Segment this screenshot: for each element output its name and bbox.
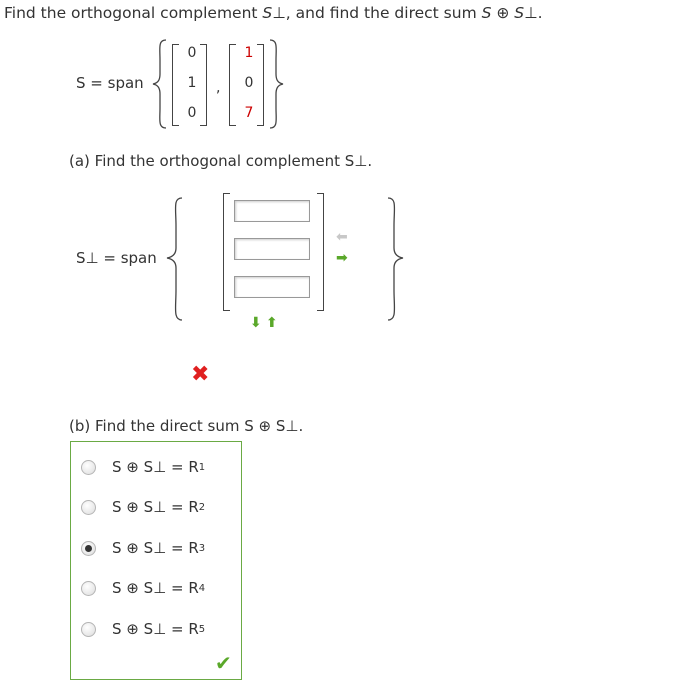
remove-column-arrow-icon[interactable]: ⬅: [336, 229, 348, 245]
perp-right-brace-icon: [384, 196, 406, 322]
left-brace-icon: [150, 38, 170, 130]
add-row-arrow-icon[interactable]: ⬇: [250, 315, 262, 331]
option-label: S ⊕ S⊥ = R: [112, 579, 199, 597]
vector2-entry-2: 0: [244, 75, 254, 91]
option-r1[interactable]: [81, 457, 205, 477]
add-column-arrow-icon[interactable]: ➡: [336, 250, 348, 266]
option-label: S ⊕ S⊥ = R: [112, 539, 199, 557]
correct-check-icon: ✔: [215, 651, 232, 675]
part-a-prompt: (a) Find the orthogonal complement S⊥.: [69, 152, 373, 170]
option-r2[interactable]: [81, 497, 205, 517]
perp-vector-entry-2[interactable]: [234, 238, 310, 260]
option-exponent: 2: [198, 501, 206, 513]
radio-button[interactable]: [81, 460, 96, 475]
option-r5[interactable]: [81, 619, 205, 639]
vector2-left-bracket: [229, 44, 236, 126]
question-text: [4, 4, 543, 22]
question-direct-sum: S ⊕ S⊥: [481, 4, 538, 22]
radio-button[interactable]: [81, 581, 96, 596]
perp-vector-entry-3[interactable]: [234, 276, 310, 298]
option-label: S ⊕ S⊥ = R: [112, 498, 199, 516]
incorrect-x-icon: ✖: [191, 362, 210, 387]
question-s-perp: S⊥: [262, 4, 286, 22]
radio-button[interactable]: [81, 622, 96, 637]
answer-options-box: [70, 441, 242, 680]
vector1-entry-3: 0: [187, 105, 197, 121]
perp-matrix-left-bracket: [223, 193, 230, 311]
option-exponent: 4: [198, 582, 206, 594]
question-middle: , and find the direct sum: [285, 4, 482, 22]
s-span-label: S = span: [76, 74, 144, 92]
radio-button-selected[interactable]: [81, 541, 96, 556]
part-b-prompt: (b) Find the direct sum S ⊕ S⊥.: [69, 417, 304, 435]
right-brace-icon: [266, 38, 286, 130]
vector2-entry-3: 7: [244, 105, 254, 121]
vector2-entry-1: 1: [244, 45, 254, 61]
question-suffix: .: [537, 4, 543, 22]
option-exponent: 5: [198, 623, 206, 635]
vector-separator: ,: [216, 80, 221, 96]
s-perp-span-label: S⊥ = span: [76, 249, 157, 267]
option-label: S ⊕ S⊥ = R: [112, 458, 199, 476]
option-exponent: 3: [198, 542, 206, 554]
option-r4[interactable]: [81, 578, 205, 598]
option-r3[interactable]: [81, 538, 205, 558]
vector1-left-bracket: [172, 44, 179, 126]
question-prefix: Find the orthogonal complement: [4, 4, 263, 22]
option-label: S ⊕ S⊥ = R: [112, 620, 199, 638]
perp-matrix-right-bracket: [317, 193, 324, 311]
radio-button[interactable]: [81, 500, 96, 515]
perp-left-brace-icon: [164, 196, 186, 322]
option-exponent: 1: [198, 461, 206, 473]
vector1-entry-1: 0: [187, 45, 197, 61]
vector1-entry-2: 1: [187, 75, 197, 91]
perp-vector-entry-1[interactable]: [234, 200, 310, 222]
remove-row-arrow-icon[interactable]: ⬆: [266, 315, 278, 331]
